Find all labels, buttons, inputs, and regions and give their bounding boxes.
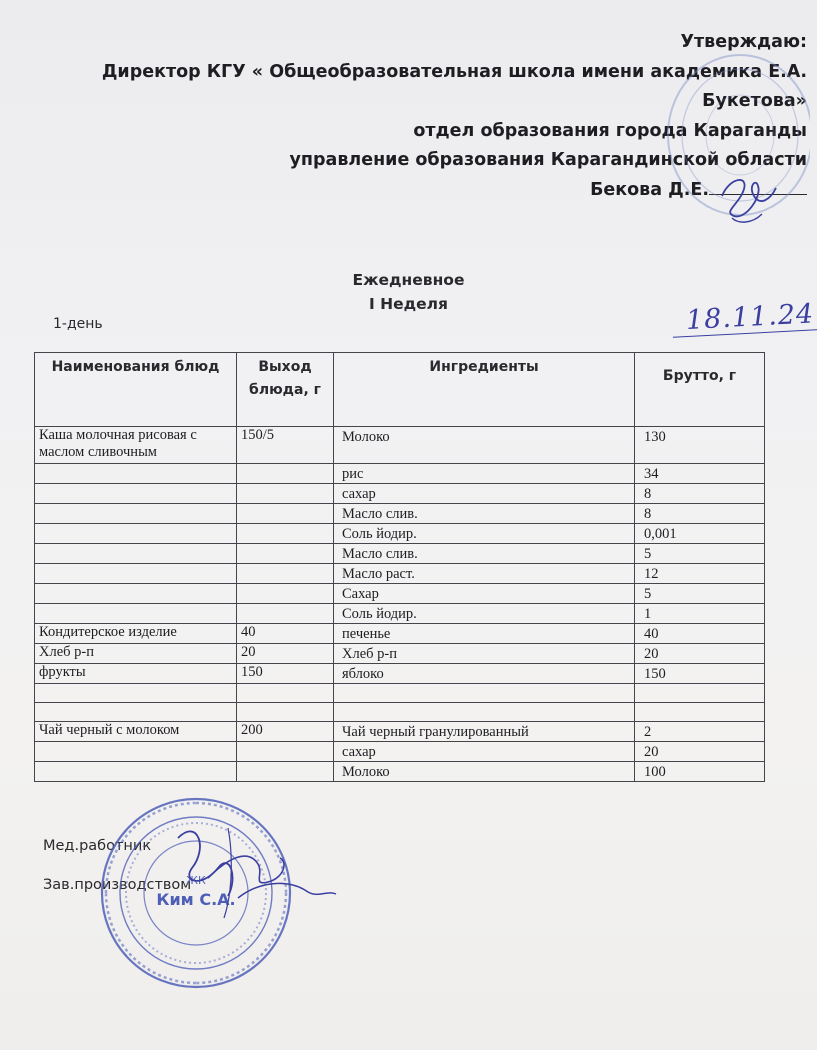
table-body	[35, 427, 765, 782]
header-ingredients: Ингредиенты	[334, 353, 635, 427]
dish-cell: Каша молочная рисовая с маслом сливочным	[35, 427, 237, 464]
ingredient-cell: Соль йодир.	[334, 604, 635, 624]
approval-director: Директор КГУ « Общеобразовательная школа имени академика Е.А.	[101, 61, 807, 82]
approval-signer: Бекова Д.Е.	[590, 179, 709, 200]
ingredient-cell: Масло слив.	[334, 544, 635, 564]
dish-cell	[35, 484, 237, 504]
table-row	[35, 564, 765, 584]
yield-cell: 150/5	[237, 427, 334, 464]
yield-cell	[237, 762, 334, 782]
dish-cell	[35, 684, 237, 703]
ingredient-cell	[334, 703, 635, 722]
med-worker-label: Мед.работник	[43, 838, 152, 854]
dish-cell	[35, 504, 237, 524]
table-row	[35, 464, 765, 484]
dish-cell: Хлеб р-п	[35, 644, 237, 664]
dish-cell	[35, 703, 237, 722]
gross-cell: 20	[635, 742, 765, 762]
header-gross: Брутто, г	[635, 353, 765, 427]
ingredient-cell	[334, 684, 635, 703]
gross-cell: 2	[635, 722, 765, 742]
yield-cell	[237, 684, 334, 703]
ingredient-cell: Чай черный гранулированный	[334, 722, 635, 742]
approval-department: отдел образования города Караганды	[413, 120, 807, 141]
dish-cell	[35, 524, 237, 544]
yield-cell	[237, 484, 334, 504]
production-head-label: Зав.производством	[43, 877, 192, 893]
yield-cell: 20	[237, 644, 334, 664]
ingredient-cell: Масло раст.	[334, 564, 635, 584]
ingredient-cell: Хлеб р-п	[334, 644, 635, 664]
table-row	[35, 644, 765, 664]
yield-cell	[237, 504, 334, 524]
stamp-name: Ким С.А.	[156, 890, 236, 909]
gross-cell: 5	[635, 544, 765, 564]
table-row	[35, 703, 765, 722]
ingredient-cell: Сахар	[334, 584, 635, 604]
dish-cell: Чай черный с молоком	[35, 722, 237, 742]
table-row	[35, 624, 765, 644]
approval-administration: управление образования Карагандинской области	[289, 150, 807, 170]
table-row	[35, 484, 765, 504]
signature-icon	[168, 808, 338, 928]
ingredient-cell: Молоко	[334, 762, 635, 782]
dish-cell	[35, 584, 237, 604]
menu-title-week: I Неделя	[369, 295, 448, 313]
table-row	[35, 762, 765, 782]
gross-cell: 130	[635, 427, 765, 464]
table-row	[35, 427, 765, 464]
dish-cell	[35, 464, 237, 484]
approval-school-name-end: Букетова»	[702, 91, 807, 111]
top-signature-icon	[712, 166, 784, 226]
ingredient-cell: сахар	[334, 742, 635, 762]
day-label: 1-день	[53, 316, 103, 332]
yield-cell	[237, 604, 334, 624]
gross-cell	[635, 684, 765, 703]
ingredient-cell: печенье	[334, 624, 635, 644]
approval-title: Утверждаю:	[680, 32, 807, 52]
table-row	[35, 722, 765, 742]
yield-cell: 200	[237, 722, 334, 742]
ingredient-cell: Масло слив.	[334, 504, 635, 524]
gross-cell: 8	[635, 504, 765, 524]
yield-cell	[237, 464, 334, 484]
gross-cell: 12	[635, 564, 765, 584]
gross-cell: 34	[635, 464, 765, 484]
table-header-row	[35, 353, 765, 427]
ingredient-cell: Соль йодир.	[334, 524, 635, 544]
yield-cell	[237, 544, 334, 564]
dish-cell: Кондитерское изделие	[35, 624, 237, 644]
header-dish-name: Наименования блюд	[35, 353, 237, 427]
yield-cell	[237, 564, 334, 584]
dish-cell	[35, 544, 237, 564]
handwritten-date: 18.11.24	[671, 298, 817, 338]
stamp-mark: ЖК	[186, 874, 206, 887]
ingredient-cell: сахар	[334, 484, 635, 504]
dish-cell	[35, 604, 237, 624]
table-row	[35, 742, 765, 762]
yield-cell	[237, 742, 334, 762]
yield-cell	[237, 524, 334, 544]
table-row	[35, 664, 765, 684]
menu-table	[34, 352, 765, 782]
table-row	[35, 524, 765, 544]
ingredient-cell: яблоко	[334, 664, 635, 684]
gross-cell: 150	[635, 664, 765, 684]
dish-cell	[35, 762, 237, 782]
yield-cell: 150	[237, 664, 334, 684]
gross-cell: 5	[635, 584, 765, 604]
gross-cell: 20	[635, 644, 765, 664]
gross-cell: 100	[635, 762, 765, 782]
gross-cell: 8	[635, 484, 765, 504]
ingredient-cell: рис	[334, 464, 635, 484]
yield-cell	[237, 703, 334, 722]
gross-cell: 1	[635, 604, 765, 624]
gross-cell	[635, 703, 765, 722]
dish-cell: фрукты	[35, 664, 237, 684]
yield-cell	[237, 584, 334, 604]
dish-cell	[35, 564, 237, 584]
header-yield: Выход блюда, г	[237, 353, 334, 427]
menu-title-daily: Ежедневное	[352, 271, 465, 289]
gross-cell: 40	[635, 624, 765, 644]
table-row	[35, 544, 765, 564]
ingredient-cell: Молоко	[334, 427, 635, 464]
gross-cell: 0,001	[635, 524, 765, 544]
table-row	[35, 604, 765, 624]
dish-cell	[35, 742, 237, 762]
table-row	[35, 504, 765, 524]
table-row	[35, 684, 765, 703]
yield-cell: 40	[237, 624, 334, 644]
table-row	[35, 584, 765, 604]
